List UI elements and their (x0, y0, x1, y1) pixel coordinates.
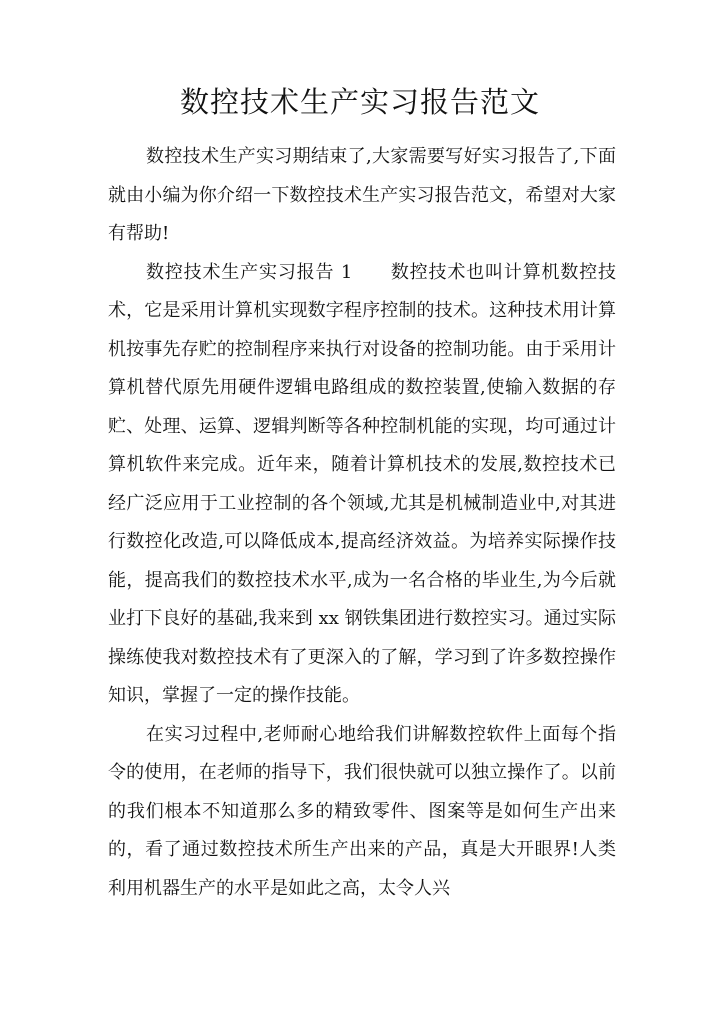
paragraph-practice: 在实习过程中,老师耐心地给我们讲解数控软件上面每个指令的使用，在老师的指导下，我们很快就可以独立操作了。以前的我们根本不知道那么多的精致零件、图案等是如何生产出来的，看了通过数控技术所生产出来的产品，真是大开眼界!人类利用机器生产的水平是如此之高，太令人兴 (108, 723, 616, 899)
paragraph-report-1: 数控技术生产实习报告 1 数控技术也叫计算机数控技术，它是采用计算机实现数字程序控制的技术。这种技术用计算机按事先存贮的控制程序来执行对设备的控制功能。由于采用计算机替代原先用硬件逻辑电路组成的数控装置,使输入数据的存贮、处理、运算、逻辑判断等各种控制机能的实现，均可通过计算机软件来完成。近年来，随着计算机技术的发展,数控技术已经广泛应用于工业控制的各个领域,尤其是机械制造业中,对其进行数控化改造,可以降低成本,提高经济效益。为培养实际操作技能，提高我们的数控技术水平,成为一名合格的毕业生,为今后就业打下良好的基础,我来到 xx 钢铁集团进行数控实习。通过实际操练使我对数控技术有了更深入的了解，学习到了许多数控操作知识，掌握了一定的操作技能。 (108, 261, 616, 706)
document-title: 数控技术生产实习报告范文 (179, 85, 540, 119)
document-body (108, 138, 616, 908)
paragraph-intro: 数控技术生产实习期结束了,大家需要写好实习报告了,下面就由小编为你介绍一下数控技术生产实习报告范文，希望对大家有帮助! (108, 146, 616, 244)
